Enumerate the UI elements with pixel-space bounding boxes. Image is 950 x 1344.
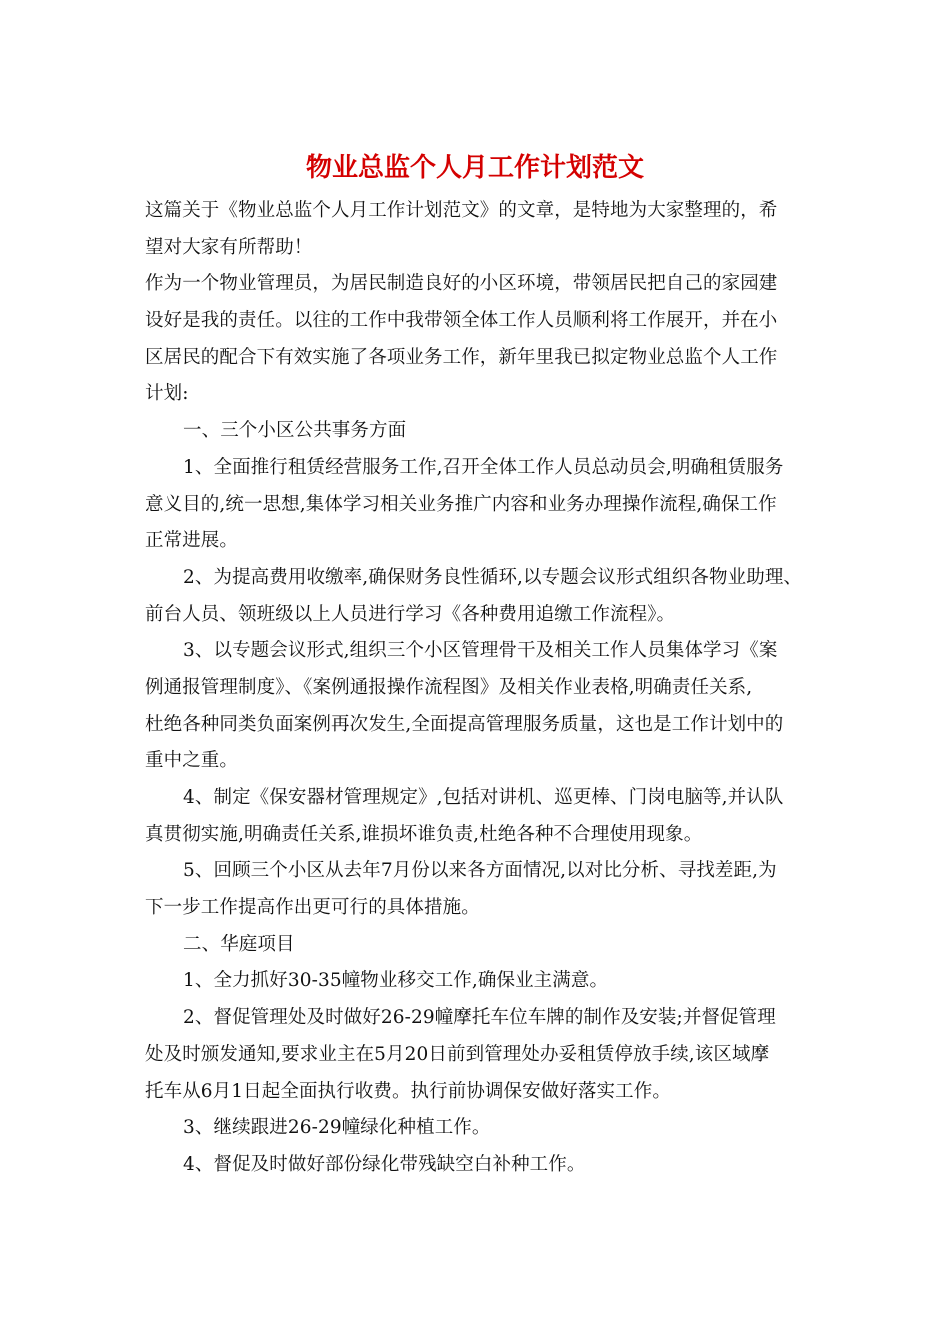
text-line: 设好是我的责任。以往的工作中我带领全体工作人员顺利将工作展开，并在小 <box>145 310 778 332</box>
text-line: 真贯彻实施,明确责任关系,谁损坏谁负责,杜绝各种不合理使用现象。 <box>145 823 703 845</box>
text-line: 前台人员、领班级以上人员进行学习《各种费用追缴工作流程》。 <box>145 603 676 625</box>
text-line: 意义目的,统一思想,集体学习相关业务推广内容和业务办理操作流程,确保工作 <box>145 493 777 515</box>
text-line: 作为一个物业管理员，为居民制造良好的小区环境，带领居民把自己的家园建 <box>145 273 778 295</box>
document-body <box>145 193 825 1184</box>
document-title: 物业总监个人月工作计划范文 <box>305 153 644 183</box>
text-line: 5、回顾三个小区从去年7月份以来各方面情况,以对比分析、寻找差距,为 <box>183 860 777 882</box>
text-line: 处及时颁发通知,要求业主在5月20日前到管理处办妥租赁停放手续,该区域摩 <box>145 1043 770 1065</box>
text-line: 这篇关于《物业总监个人月工作计划范文》的文章，是特地为大家整理的，希 <box>145 200 778 221</box>
text-line: 1、全力抓好30-35幢物业移交工作,确保业主满意。 <box>183 970 609 992</box>
text-line: 计划: <box>145 383 189 405</box>
text-line: 4、督促及时做好部份绿化带残缺空白补种工作。 <box>183 1153 586 1175</box>
text-line: 3、以专题会议形式,组织三个小区管理骨干及相关工作人员集体学习《案 <box>183 640 778 662</box>
text-line: 望对大家有所帮助！ <box>145 236 313 258</box>
text-line: 一、三个小区公共事务方面 <box>183 420 407 442</box>
text-line: 下一步工作提高作出更可行的具体措施。 <box>145 897 480 919</box>
text-line: 二、华庭项目 <box>183 933 295 955</box>
text-line: 区居民的配合下有效实施了各项业务工作，新年里我已拟定物业总监个人工作 <box>145 346 778 368</box>
text-line: 4、制定《保安器材管理规定》,包括对讲机、巡更棒、门岗电脑等,并认队 <box>183 787 784 808</box>
text-line: 正常进展。 <box>145 530 239 552</box>
text-line: 重中之重。 <box>145 750 239 772</box>
text-line: 托车从6月1日起全面执行收费。执行前协调保安做好落实工作。 <box>145 1080 671 1102</box>
text-line: 例通报管理制度》、《案例通报操作流程图》及相关作业表格,明确责任关系, <box>145 676 753 698</box>
text-line: 2、为提高费用收缴率,确保财务良性循环,以专题会议形式组织各物业助理、 <box>183 566 803 588</box>
text-line: 3、继续跟进26-29幢绿化种植工作。 <box>183 1117 491 1139</box>
text-line: 1、全面推行租赁经营服务工作,召开全体工作人员总动员会,明确租赁服务 <box>183 456 784 478</box>
text-line: 2、督促管理处及时做好26-29幢摩托车位车牌的制作及安装;并督促管理 <box>183 1007 776 1029</box>
text-line: 杜绝各种同类负面案例再次发生,全面提高管理服务质量，这也是工作计划中的 <box>145 713 784 735</box>
